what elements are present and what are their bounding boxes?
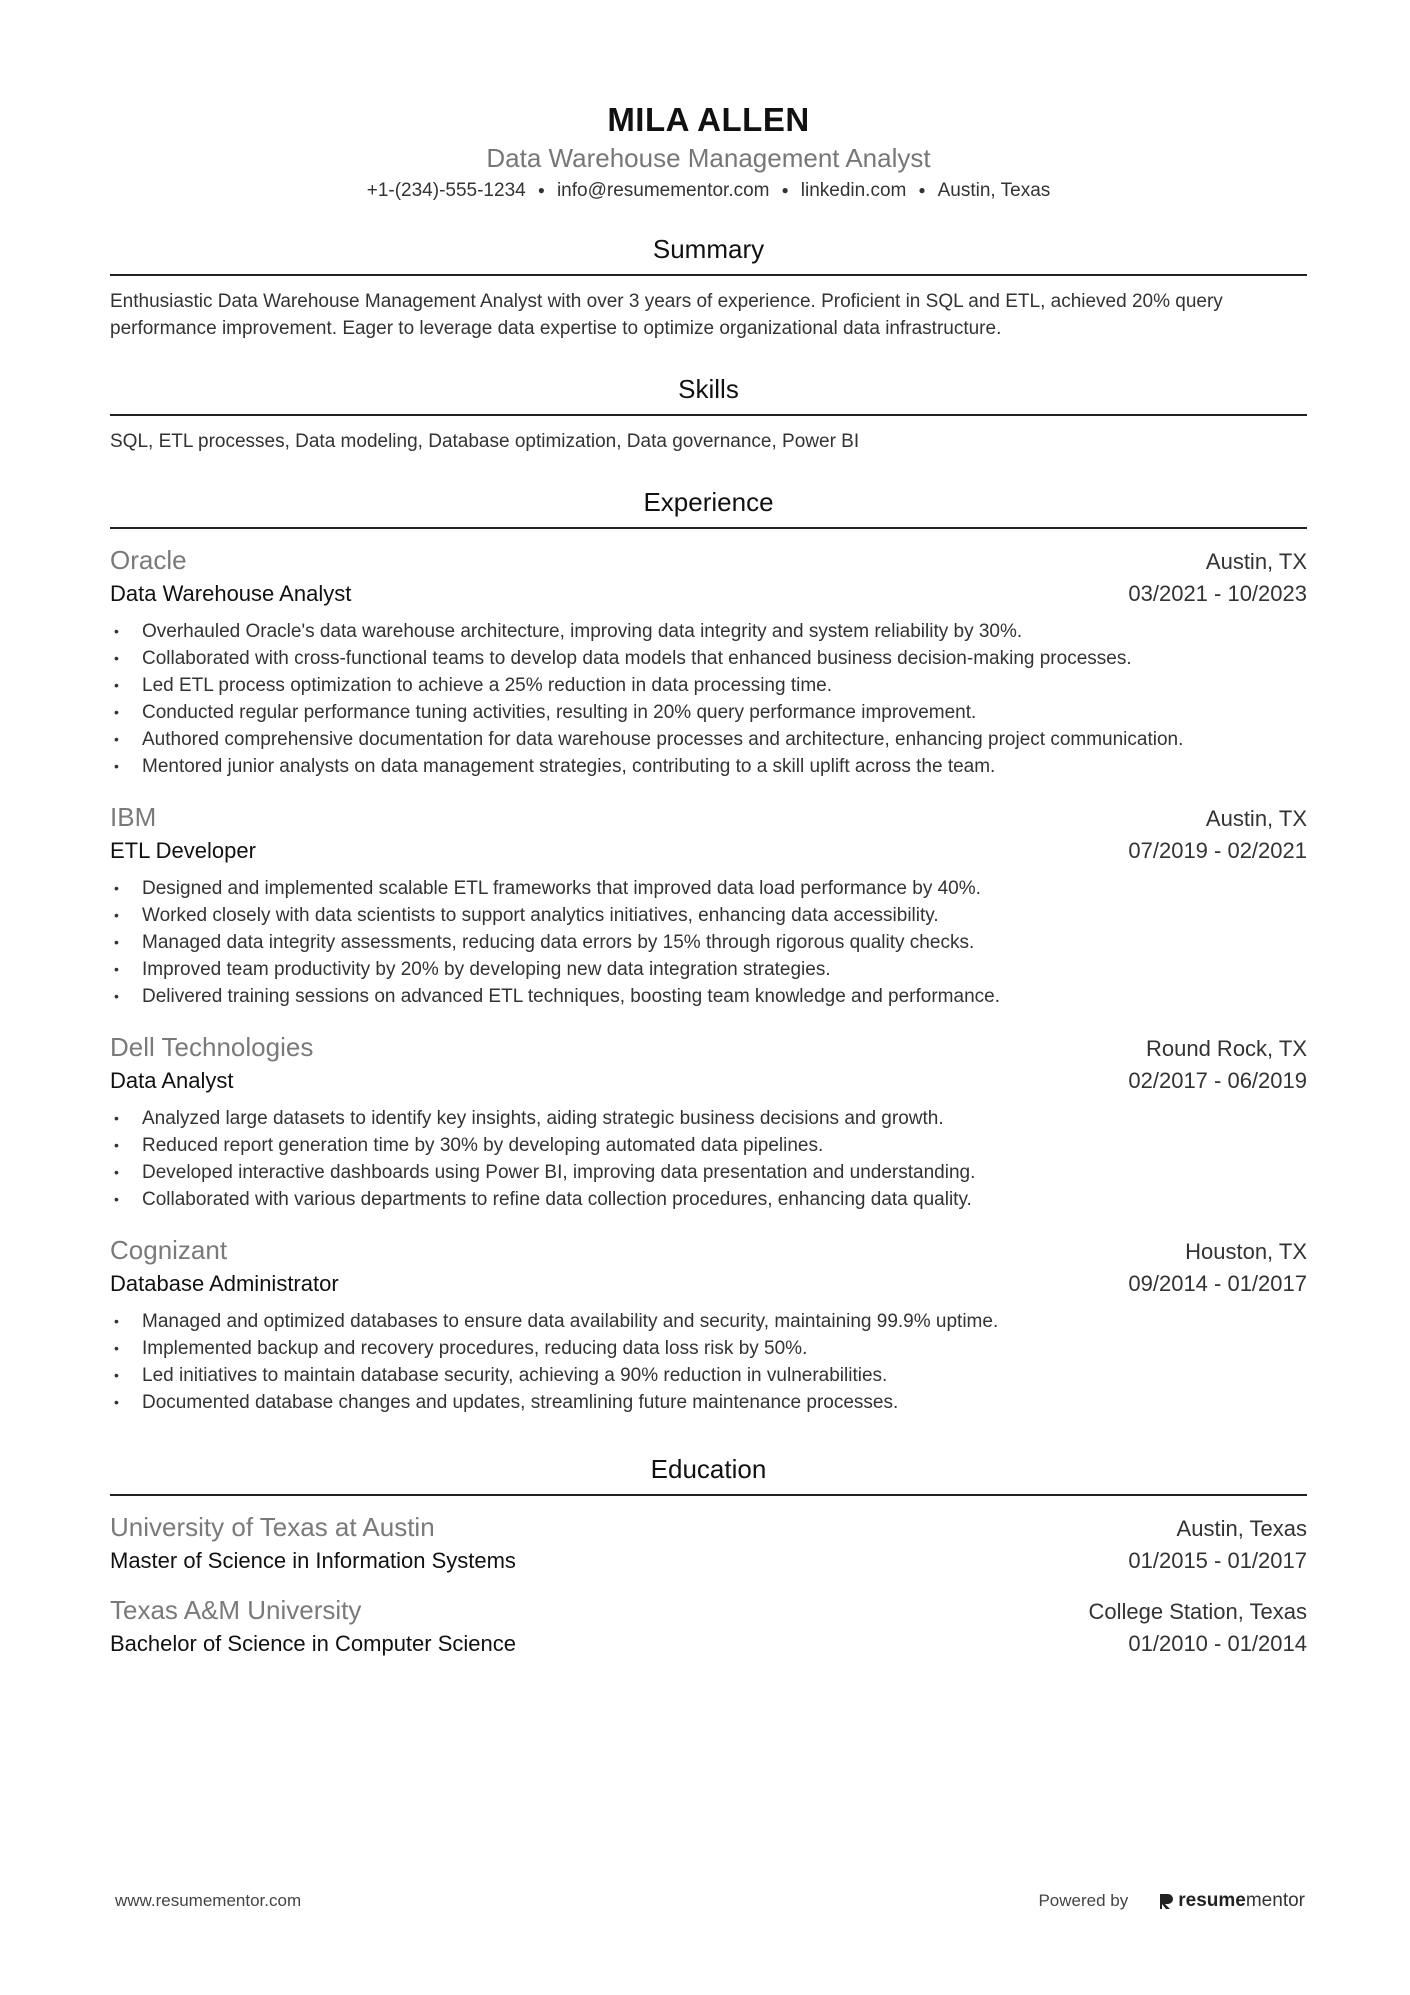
job-bullets <box>110 1105 1307 1213</box>
job-role: ETL Developer <box>110 838 256 863</box>
skills-section <box>110 372 1307 455</box>
skills-text: SQL, ETL processes, Data modeling, Database optimization, Data governance, Power BI <box>110 431 860 452</box>
job-role: Database Administrator <box>110 1271 339 1296</box>
school-location: College Station, Texas <box>1088 1599 1307 1624</box>
footer-branding <box>1038 1890 1305 1912</box>
contact-phone: +1-(234)-555-1234 <box>366 180 526 201</box>
bullet-item: • Led ETL process optimization to achieve a 25% reduction in data processing time. <box>110 672 1307 699</box>
job-entry <box>110 1233 1307 1416</box>
school-name: University of Texas at Austin <box>110 1512 435 1542</box>
job-dates: 07/2019 - 02/2021 <box>1128 838 1307 863</box>
bullet-item: • Designed and implemented scalable ETL frameworks that improved data load performance by 40%. <box>110 875 1307 902</box>
bullet-item: • Managed data integrity assessments, reducing data errors by 15% through rigorous quality checks. <box>110 929 1307 956</box>
bullet-item: • Mentored junior analysts on data management strategies, contributing to a skill uplift across the team. <box>110 753 1307 780</box>
separator-dot: ● <box>918 183 926 197</box>
contact-location: Austin, Texas <box>937 180 1051 201</box>
job-company: Dell Technologies <box>110 1032 314 1062</box>
summary-section <box>110 232 1307 342</box>
experience-heading: Experience <box>110 485 1307 529</box>
powered-by-label: Powered by <box>1038 1891 1129 1910</box>
bullet-item: • Overhauled Oracle's data warehouse architecture, improving data integrity and system reliability by 30%. <box>110 618 1307 645</box>
experience-section <box>110 485 1307 1416</box>
job-entry <box>110 543 1307 780</box>
resumementor-logo-icon <box>1158 1892 1174 1910</box>
job-dates: 09/2014 - 01/2017 <box>1128 1271 1307 1296</box>
bullet-item: • Collaborated with various departments to refine data collection procedures, enhancing data quality. <box>110 1186 1307 1213</box>
school-location: Austin, Texas <box>1176 1516 1307 1541</box>
bullet-item: • Developed interactive dashboards using Power BI, improving data presentation and understanding. <box>110 1159 1307 1186</box>
bullet-item: • Worked closely with data scientists to support analytics initiatives, enhancing data accessibility. <box>110 902 1307 929</box>
school-name: Texas A&M University <box>110 1595 362 1625</box>
degree: Master of Science in Information Systems <box>110 1548 516 1573</box>
skills-heading: Skills <box>110 372 1307 416</box>
bullet-item: • Reduced report generation time by 30% by developing automated data pipelines. <box>110 1132 1307 1159</box>
bullet-item: • Improved team productivity by 20% by developing new data integration strategies. <box>110 956 1307 983</box>
job-bullets <box>110 875 1307 1010</box>
footer-website-link[interactable]: www.resumementor.com <box>115 1891 302 1910</box>
bullet-item: • Authored comprehensive documentation for data warehouse processes and architecture, enhancing project communication. <box>110 726 1307 753</box>
job-location: Austin, TX <box>1205 806 1307 831</box>
candidate-name: MILA ALLEN <box>607 101 810 138</box>
page-footer <box>115 1890 1305 1912</box>
candidate-title: Data Warehouse Management Analyst <box>486 143 931 173</box>
bullet-item: • Implemented backup and recovery procedures, reducing data loss risk by 50%. <box>110 1335 1307 1362</box>
job-role: Data Analyst <box>110 1068 234 1093</box>
job-dates: 02/2017 - 06/2019 <box>1128 1068 1307 1093</box>
summary-text: Enthusiastic Data Warehouse Management Analyst with over 3 years of experience. Proficient in SQL and ETL, achieved 20% query performance improvement. Eager to leverage data expertise to optimize organizational data infrastructure. <box>110 291 1223 339</box>
education-heading: Education <box>110 1452 1307 1496</box>
job-company: IBM <box>110 802 157 832</box>
job-company: Cognizant <box>110 1235 228 1265</box>
bullet-item: • Managed and optimized databases to ensure data availability and security, maintaining 99.9% uptime. <box>110 1308 1307 1335</box>
job-bullets <box>110 618 1307 780</box>
education-entry <box>110 1510 1307 1577</box>
job-entry <box>110 1030 1307 1213</box>
degree: Bachelor of Science in Computer Science <box>110 1631 516 1656</box>
contact-line <box>110 177 1307 206</box>
bullet-item: • Analyzed large datasets to identify key insights, aiding strategic business decisions and growth. <box>110 1105 1307 1132</box>
resume-page <box>110 0 1307 1660</box>
contact-linkedin: linkedin.com <box>800 180 907 201</box>
education-section <box>110 1452 1307 1660</box>
separator-dot: ● <box>537 183 545 197</box>
brand-name-rest: mentor <box>1245 1890 1305 1911</box>
job-role: Data Warehouse Analyst <box>110 581 352 606</box>
job-location: Houston, TX <box>1185 1239 1307 1264</box>
bullet-item: • Led initiatives to maintain database security, achieving a 90% reduction in vulnerabilities. <box>110 1362 1307 1389</box>
job-company: Oracle <box>110 545 187 575</box>
job-location: Austin, TX <box>1205 549 1307 574</box>
job-entry <box>110 800 1307 1010</box>
bullet-item: • Conducted regular performance tuning activities, resulting in 20% query performance improvement. <box>110 699 1307 726</box>
education-dates: 01/2010 - 01/2014 <box>1128 1631 1307 1656</box>
education-entry <box>110 1593 1307 1660</box>
contact-email: info@resumementor.com <box>556 180 770 201</box>
education-dates: 01/2015 - 01/2017 <box>1128 1548 1307 1573</box>
job-dates: 03/2021 - 10/2023 <box>1128 581 1307 606</box>
bullet-item: • Documented database changes and updates, streamlining future maintenance processes. <box>110 1389 1307 1416</box>
bullet-item: • Delivered training sessions on advanced ETL techniques, boosting team knowledge and performance. <box>110 983 1307 1010</box>
resume-header <box>110 0 1307 206</box>
brand-logo-link[interactable] <box>1158 1890 1305 1912</box>
brand-name-bold: resume <box>1178 1890 1246 1911</box>
separator-dot: ● <box>781 183 789 197</box>
job-location: Round Rock, TX <box>1145 1036 1307 1061</box>
summary-heading: Summary <box>110 232 1307 276</box>
bullet-item: • Collaborated with cross-functional teams to develop data models that enhanced business decision-making processes. <box>110 645 1307 672</box>
job-bullets <box>110 1308 1307 1416</box>
